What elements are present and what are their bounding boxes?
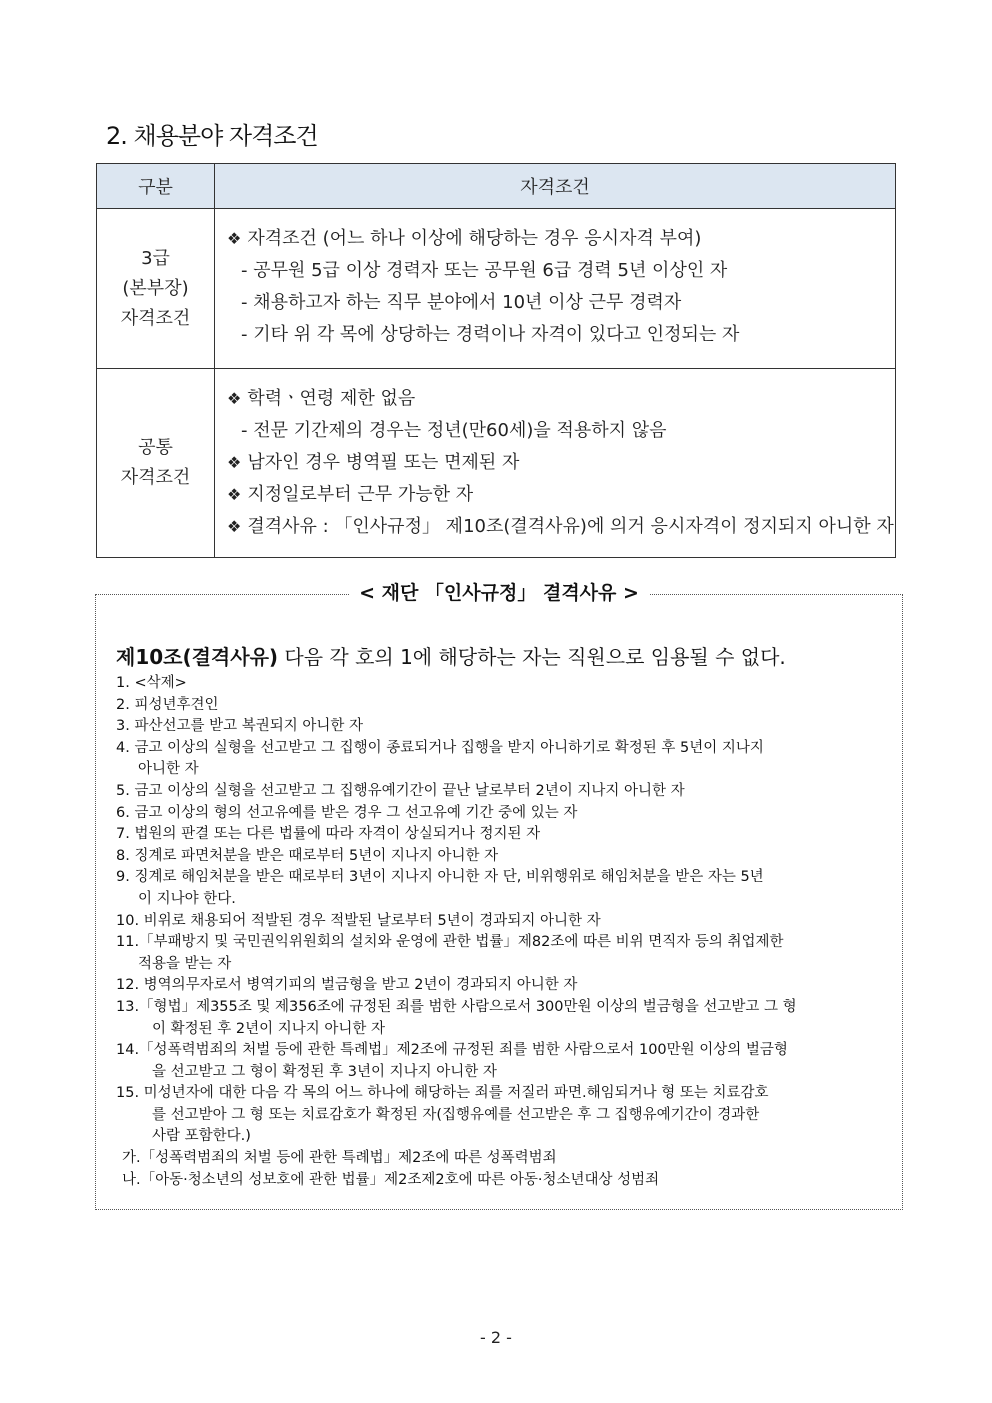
diamond-bullet-icon: ❖: [227, 485, 242, 504]
disqualification-box: [95, 582, 903, 1210]
list-item: 4. 금고 이상의 실형을 선고받고 그 집행이 종료되거나 집행을 받지 아니하기로 확정된 후 5년이 지나지 아니한 자: [116, 739, 764, 778]
qualification-line: - 채용하고자 하는 직무 분야에서 10년 이상 근무 경력자: [241, 292, 682, 313]
list-item: 5. 금고 이상의 실형을 선고받고 그 집행유예기간이 끝난 날로부터 2년이 지나지 아니한 자: [116, 782, 685, 799]
list-item: 10. 비위로 채용되어 적발된 경우 적발된 날로부터 5년이 경과되지 아니한 자: [116, 912, 601, 929]
list-item: 8. 징계로 파면처분을 받은 때로부터 5년이 지나지 아니한 자: [116, 847, 499, 864]
diamond-bullet-icon: ❖: [227, 229, 242, 248]
qualification-line: - 공무원 5급 이상 경력자 또는 공무원 6급 경력 5년 이상인 자: [241, 260, 728, 281]
list-item: 3. 파산선고를 받고 복권되지 아니한 자: [116, 718, 363, 735]
row-label-line: (본부장): [122, 277, 189, 299]
list-item: 6. 금고 이상의 형의 선고유예를 받은 경우 그 선고유예 기간 중에 있는 자: [116, 804, 578, 821]
list-item: 7. 법원의 판결 또는 다른 법률에 따라 자격이 상실되거나 정지된 자: [116, 826, 541, 843]
list-item: 2. 피성년후견인: [116, 696, 219, 713]
header-qualifications: 자격조건: [215, 164, 896, 209]
row-label-line: 자격조건: [120, 467, 191, 488]
qualification-line: ❖ 남자인 경우 병역필 또는 면제된 자: [227, 452, 520, 473]
list-item: 11.「부패방지 및 국민권익위원회의 설치와 운영에 관한 법률」제82조에 따른 비위 면직자 등의 취업제한 적용을 받는 자: [116, 934, 784, 972]
row-label-line: 자격조건: [120, 307, 191, 329]
row-label-line: 3급: [141, 247, 170, 269]
qualification-line: ❖ 지정일로부터 근무 가능한 자: [227, 484, 474, 505]
qualification-line: ❖ 학력ㆍ연령 제한 없음: [227, 388, 416, 409]
disqualification-list: [116, 673, 886, 1191]
table-row: [97, 369, 896, 558]
list-item: 12. 병역의무자로서 병역기피의 벌금형을 받고 2년이 경과되지 아니한 자: [116, 977, 578, 994]
row-label-line: 공통: [138, 437, 173, 458]
article-title: 제10조(결격사유): [116, 645, 279, 669]
list-item: 가.「성폭력범죄의 처벌 등에 관한 특례법」제2조에 따른 성폭력범죄: [122, 1150, 557, 1167]
diamond-bullet-icon: ❖: [227, 389, 242, 408]
list-item: 9. 징계로 해임처분을 받은 때로부터 3년이 지나지 아니한 자 단, 비위행위로 해임처분을 받은 자는 5년 이 지나야 한다.: [116, 869, 764, 907]
list-item: 14.「성폭력범죄의 처벌 등에 관한 특례법」제2조에 규정된 죄를 범한 사람으로서 100만원 이상의 벌금형 을 선고받고 그 형이 확정된 후 3년이 지나지 아니한 자: [116, 1042, 788, 1080]
qualification-line: - 기타 위 각 목에 상당하는 경력이나 자격이 있다고 인정되는 자: [241, 324, 740, 345]
page-number: - 2 -: [480, 1328, 512, 1347]
article-heading: [116, 641, 786, 670]
section-title: 2. 채용분야 자격조건: [106, 122, 318, 150]
row-content: [215, 209, 896, 369]
row-content: [215, 369, 896, 558]
article-text: 다음 각 호의 1에 해당하는 자는 직원으로 임용될 수 없다.: [278, 645, 786, 669]
qualification-line: - 전문 기간제의 경우는 정년(만60세)을 적용하지 않음: [241, 420, 667, 441]
header-category: 구분: [97, 164, 215, 209]
list-item: 1. <삭제>: [116, 675, 187, 691]
qualification-line: ❖ 자격조건 (어느 하나 이상에 해당하는 경우 응시자격 부여): [227, 228, 702, 249]
list-item: 나.「아동·청소년의 성보호에 관한 법률」제2조제2호에 따른 아동·청소년대상 성범죄: [122, 1171, 660, 1188]
row-label: [97, 369, 215, 558]
qualification-line: ❖ 결격사유 : 「인사규정」 제10조(결격사유)에 의거 응시자격이 정지되지 아니한 자: [227, 516, 894, 537]
diamond-bullet-icon: ❖: [227, 453, 242, 472]
box-title: < 재단 「인사규정」 결격사유 >: [349, 582, 649, 604]
list-item: 13.「형법」제355조 및 제356조에 규정된 죄를 범한 사람으로서 300만원 이상의 벌금형을 선고받고 그 형 이 확정된 후 2년이 지나지 아니한 자: [116, 998, 797, 1037]
list-item: 15. 미성년자에 대한 다음 각 목의 어느 하나에 해당하는 죄를 저질러 파면.해임되거나 형 또는 치료감호 를 선고받아 그 형 또는 치료감호가 확정된 자(집행유예를 선고받은 후 그 집행유예기간이 경과한 사람 포함한다.): [116, 1085, 769, 1145]
diamond-bullet-icon: ❖: [227, 517, 242, 536]
row-label: [97, 209, 215, 369]
qualifications-table: [96, 163, 896, 558]
table-row: [97, 209, 896, 369]
